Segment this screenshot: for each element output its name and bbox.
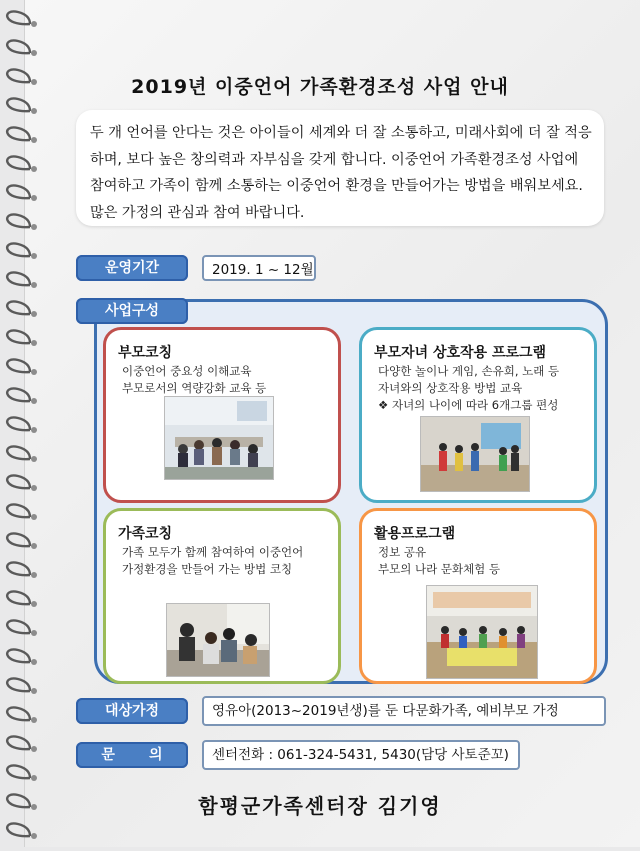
- spiral-ring: [7, 388, 30, 401]
- photo-parent-coaching: [164, 396, 274, 480]
- photo-parent-child: [420, 416, 530, 492]
- program-card-parent-coaching: [103, 327, 341, 503]
- spiral-ring: [7, 69, 30, 82]
- spiral-ring: [7, 330, 30, 343]
- spiral-hole: [31, 253, 37, 259]
- signature: 함평군가족센터장 김기영: [198, 794, 442, 818]
- spiral-hole: [31, 688, 37, 694]
- spiral-hole: [31, 572, 37, 578]
- card-line: 가정환경을 만들어 가는 방법 코칭: [122, 562, 293, 576]
- target-value: 영유아(2013~2019년생)를 둔 다문화가족, 예비부모 가정: [202, 696, 606, 726]
- card-line: 자녀와의 상호작용 방법 교육: [378, 381, 523, 395]
- card-title: 활용프로그램: [374, 526, 456, 542]
- spiral-hole: [31, 195, 37, 201]
- card-title: 가족코칭: [118, 526, 173, 542]
- spiral-hole: [31, 79, 37, 85]
- photo-activity: [426, 585, 538, 679]
- spiral-hole: [31, 601, 37, 607]
- spiral-ring: [7, 475, 30, 488]
- intro-box: [76, 110, 604, 226]
- spiral-ring: [7, 243, 30, 256]
- card-line: 정보 공유: [378, 545, 427, 559]
- spiral-ring: [7, 98, 30, 111]
- period-value: 2019. 1 ~ 12월: [202, 255, 316, 281]
- card-title: 부모코칭: [118, 345, 173, 361]
- program-section-label: 사업구성: [76, 298, 188, 324]
- spiral-ring: [7, 620, 30, 633]
- spiral-ring: [7, 649, 30, 662]
- card-line: 부모의 나라 문화체험 등: [378, 562, 501, 576]
- page-title: 2019년 이중언어 가족환경조성 사업 안내: [131, 76, 509, 98]
- program-card-activity: [359, 508, 597, 684]
- spiral-ring: [7, 417, 30, 430]
- card-line: ❖ 자녀의 나이에 따라 6개그룹 편성: [378, 398, 559, 412]
- spiral-ring: [7, 359, 30, 372]
- photo-family-coaching: [166, 603, 270, 677]
- spiral-hole: [31, 543, 37, 549]
- contact-label: 문 의: [76, 742, 188, 768]
- spiral-ring: [7, 591, 30, 604]
- target-label: 대상가정: [76, 698, 188, 724]
- spiral-hole: [31, 340, 37, 346]
- card-line: 이중언어 중요성 이해교육: [122, 364, 252, 378]
- program-card-parent-child: [359, 327, 597, 503]
- spiral-hole: [31, 514, 37, 520]
- spiral-hole: [31, 746, 37, 752]
- spiral-hole: [31, 630, 37, 636]
- spiral-hole: [31, 282, 37, 288]
- spiral-ring: [7, 185, 30, 198]
- spiral-hole: [31, 311, 37, 317]
- spiral-hole: [31, 137, 37, 143]
- program-card-family-coaching: [103, 508, 341, 684]
- card-line: 다양한 놀이나 게임, 손유희, 노래 등: [378, 364, 560, 378]
- spiral-binding: [0, 0, 44, 847]
- spiral-ring: [7, 707, 30, 720]
- spiral-hole: [31, 775, 37, 781]
- spiral-ring: [7, 272, 30, 285]
- spiral-hole: [31, 50, 37, 56]
- spiral-hole: [31, 369, 37, 375]
- spiral-hole: [31, 108, 37, 114]
- contact-value: 센터전화 : 061-324-5431, 5430(담당 사토준꼬): [202, 740, 520, 770]
- card-line: 부모로서의 역량강화 교육 등: [122, 381, 267, 395]
- spiral-hole: [31, 427, 37, 433]
- spiral-ring: [7, 214, 30, 227]
- spiral-hole: [31, 485, 37, 491]
- spiral-ring: [7, 504, 30, 517]
- spiral-hole: [31, 224, 37, 230]
- spiral-hole: [31, 833, 37, 839]
- spiral-hole: [31, 21, 37, 27]
- spiral-rings: [0, 0, 44, 847]
- spiral-ring: [7, 765, 30, 778]
- spiral-hole: [31, 166, 37, 172]
- spiral-hole: [31, 659, 37, 665]
- spiral-hole: [31, 398, 37, 404]
- spiral-ring: [7, 562, 30, 575]
- spiral-hole: [31, 456, 37, 462]
- spiral-ring: [7, 11, 30, 24]
- spiral-ring: [7, 736, 30, 749]
- spiral-ring: [7, 678, 30, 691]
- spiral-ring: [7, 156, 30, 169]
- spiral-ring: [7, 533, 30, 546]
- card-title: 부모자녀 상호작용 프로그램: [374, 345, 547, 361]
- intro-text: 두 개 언어를 안다는 것은 아이들이 세계와 더 잘 소통하고, 미래사회에 더 잘 적응하며, 보다 높은 창의력과 자부심을 갖게 합니다. 이중언어 가족환경조성 사업에 참여하고 가족이 함께 소통하는 이중언어 환경을 만들어가는 방법을 배워보세요. 많은 가정의 관심과 참여 바랍니다.: [90, 125, 592, 221]
- spiral-ring: [7, 823, 30, 836]
- period-label: 운영기간: [76, 255, 188, 281]
- spiral-ring: [7, 127, 30, 140]
- spiral-ring: [7, 40, 30, 53]
- spiral-ring: [7, 301, 30, 314]
- spiral-hole: [31, 717, 37, 723]
- spiral-ring: [7, 446, 30, 459]
- card-line: 가족 모두가 함께 참여하여 이중언어: [122, 545, 304, 559]
